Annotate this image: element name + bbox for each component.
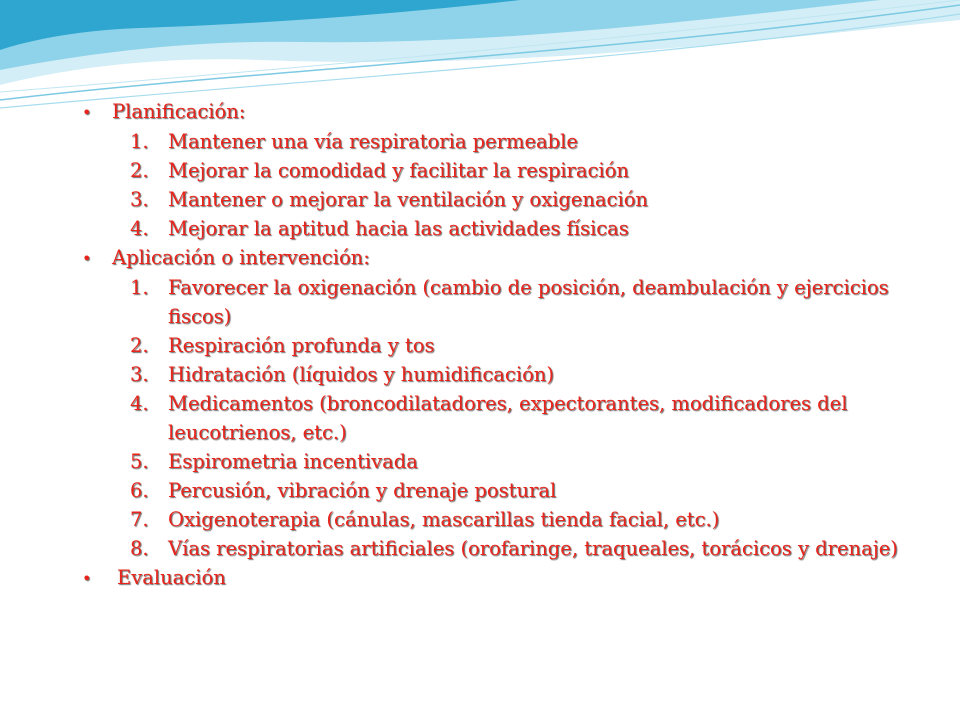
slide-content [82,97,942,593]
list-item: 2. Respiración profunda y tos [130,334,435,357]
bullet-icon: • [82,249,92,268]
aplicacion-list [82,273,942,563]
list-item: 4. Mejorar la aptitud hacia las actividades físicas [130,217,629,240]
list-item: 1. Favorecer la oxigenación (cambio de posición, deambulación y ejercicios fiscos) [130,276,889,328]
list-item: 1. Mantener una vía respiratoria permeable [130,130,578,153]
list-item: 5. Espirometria incentivada [130,450,418,473]
list-item: 4. Medicamentos (broncodilatadores, expectorantes, modificadores del leucotrienos, etc.) [130,392,848,444]
section-planificacion [82,97,942,127]
planificacion-list [82,127,942,243]
section-aplicacion [82,243,942,273]
section-evaluacion [82,563,942,593]
list-item: 8. Vías respiratorias artificiales (orofaringe, traqueales, torácicos y drenaje) [130,537,898,560]
section-title: Planificación: [112,100,246,123]
bullet-icon: • [82,103,92,122]
bullet-icon: • [82,569,92,588]
list-item: 2. Mejorar la comodidad y facilitar la respiración [130,159,629,182]
list-item: 7. Oxigenoterapia (cánulas, mascarillas tienda facial, etc.) [130,508,720,531]
list-item: 6. Percusión, vibración y drenaje postural [130,479,557,502]
section-title: Aplicación o intervención: [112,246,370,269]
list-item: 3. Hidratación (líquidos y humidificación) [130,363,554,386]
list-item: 3. Mantener o mejorar la ventilación y oxigenación [130,188,648,211]
section-title: Evaluación [117,566,226,589]
